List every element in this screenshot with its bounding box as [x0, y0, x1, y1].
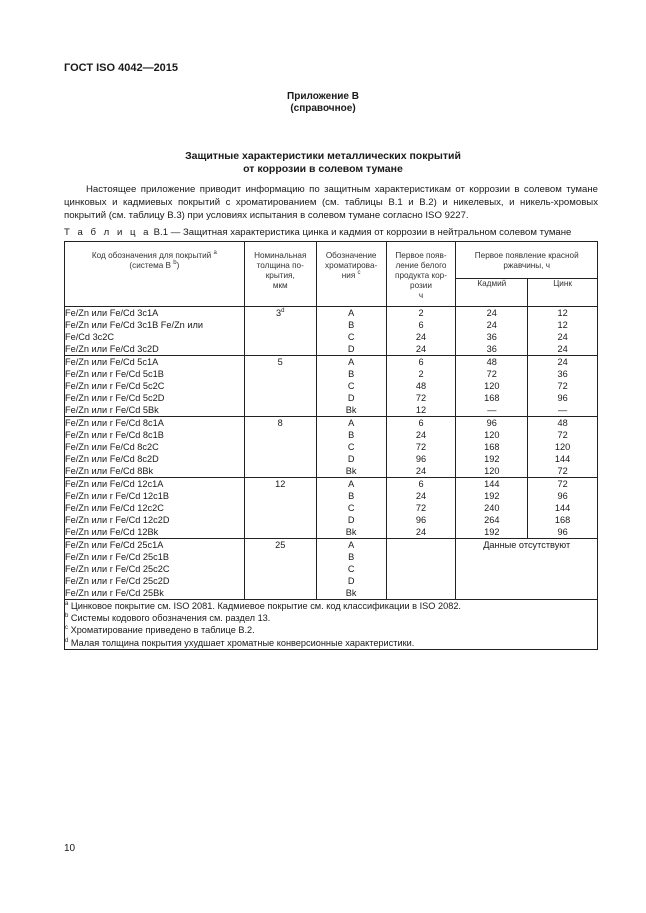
footnote-text: Малая толщина покрытия ухудшает хроматные конверсионные характеристики.	[70, 637, 415, 648]
no-data-text: Данные отсутствуют	[483, 540, 571, 550]
footnote-mark: a	[65, 601, 69, 607]
cadmium-red-rust-value: 192	[484, 491, 500, 501]
header-red-rust	[456, 242, 598, 279]
coating-code	[65, 307, 245, 356]
zinc-red-rust-value: 120	[554, 442, 571, 452]
coating-code-value: Fe/Zn или r Fe/Cd 8c1B	[65, 430, 164, 440]
chromating-value: B	[348, 552, 355, 562]
footnote-mark: b	[65, 613, 69, 620]
chromating-value: C	[347, 503, 355, 513]
table-row	[65, 539, 598, 600]
coating-code-value: Fe/Zn или r Fe/Cd 25Bk	[65, 588, 164, 598]
coating-code-value: Fe/Zn или Fe/Cd 3c2D	[65, 344, 159, 354]
cadmium-red-rust-value: 120	[484, 381, 500, 391]
footnote-text: Хроматирование приведено в таблице В.2.	[70, 625, 255, 636]
zinc-red-rust-value: 144	[554, 454, 571, 464]
chromating-value: B	[348, 430, 355, 440]
chromating-value: C	[347, 442, 355, 452]
zinc-red-rust-value: 72	[557, 479, 568, 489]
chromating-value: A	[348, 357, 355, 367]
zinc-red-rust-value: 72	[557, 466, 568, 476]
zinc-red-rust	[528, 356, 598, 417]
cadmium-red-rust-value: —	[487, 405, 497, 415]
chromating-value: Bk	[345, 588, 357, 598]
white-corrosion	[386, 307, 456, 356]
chromating-value: A	[348, 418, 355, 428]
thickness-cell	[244, 307, 316, 356]
coating-code-value: Fe/Cd 3c2C	[65, 332, 115, 342]
cadmium-red-rust-value: 36	[486, 332, 497, 342]
header-thickness	[244, 242, 316, 307]
zinc-red-rust-value: 24	[557, 344, 568, 354]
header-red-line: Первое появление красной	[474, 251, 579, 260]
white-corrosion-value: 2	[418, 308, 424, 318]
chromating-value: Bk	[345, 527, 357, 537]
header-cadmium: Кадмий	[456, 279, 528, 307]
document-id: ГОСТ ISO 4042—2015	[64, 62, 179, 74]
white-corrosion-value: 6	[418, 320, 424, 330]
header-chromating-line: хроматирова-	[325, 261, 378, 270]
table-row	[65, 417, 598, 478]
cadmium-red-rust-value: 120	[484, 466, 500, 476]
chromating-value: D	[347, 393, 355, 403]
chromating	[316, 539, 386, 600]
cadmium-red-rust-value: 72	[486, 369, 497, 379]
cadmium-red-rust-value: 144	[484, 479, 500, 489]
coating-code-value: Fe/Zn или Fe/Cd 12c1A	[65, 479, 164, 489]
zinc-red-rust-value: 36	[557, 369, 568, 379]
section-heading-line1: Защитные характеристики металлических покрытий	[185, 150, 461, 162]
table-notes	[65, 600, 598, 650]
coating-code-value: Fe/Zn или Fe/Cd 8Bk	[65, 466, 154, 476]
footnote	[65, 637, 597, 649]
coating-code-value: Fe/Zn или Fe/Cd 8c2C	[65, 442, 159, 452]
cadmium-red-rust	[456, 417, 528, 478]
footnote-text: Цинковое покрытие см. ISO 2081. Кадмиевое покрытие см. код классификации в ISO 2082.	[70, 601, 461, 611]
chromating-value: C	[347, 332, 355, 342]
cadmium-red-rust-value: 240	[484, 503, 500, 513]
table-caption-prefix: Т а б л и ц а	[64, 227, 151, 238]
table-body	[65, 307, 598, 600]
coating-code-value: Fe/Zn или r Fe/Cd 25c2C	[65, 564, 170, 574]
white-corrosion-value: 24	[415, 344, 427, 354]
white-corrosion	[386, 417, 456, 478]
zinc-red-rust-value: 144	[554, 503, 571, 513]
coating-code-value: Fe/Zn или r Fe/Cd 5c2C	[65, 381, 165, 391]
footnote-mark: c	[65, 625, 68, 632]
thickness-value: 5	[277, 357, 283, 367]
cadmium-red-rust-value: 120	[484, 430, 500, 440]
header-red-line: ржавчины, ч	[503, 261, 551, 270]
zinc-red-rust	[528, 417, 598, 478]
cadmium-red-rust	[456, 356, 528, 417]
zinc-red-rust-value: 72	[557, 430, 568, 440]
annex-title: Приложение В	[287, 91, 359, 102]
white-corrosion-value: 72	[415, 393, 427, 403]
coating-code-value: Fe/Zn или Fe/Cd 25c1A	[65, 540, 164, 550]
thickness-cell	[244, 417, 316, 478]
cadmium-red-rust-value: 168	[484, 442, 500, 452]
zinc-red-rust-value: 96	[557, 393, 568, 403]
thickness-cell	[244, 539, 316, 600]
header-white-line: ление белого	[395, 261, 447, 270]
table-row	[65, 478, 598, 539]
header-thickness-line: Номинальная	[254, 251, 307, 260]
chromating-value: A	[348, 479, 355, 489]
coating-code-value: Fe/Zn или r Fe/Cd 25c2D	[65, 576, 170, 586]
coating-code-value: Fe/Zn или r Fe/Cd 5Bk	[65, 405, 159, 415]
annex-subtitle: (справочное)	[290, 103, 356, 114]
zinc-red-rust-value: —	[558, 405, 568, 415]
cadmium-red-rust-value: 168	[484, 393, 500, 403]
coating-code-value: Fe/Zn или r Fe/Cd 25c1B	[65, 552, 169, 562]
chromating-value: D	[347, 454, 355, 464]
thickness-value: 3	[276, 308, 282, 318]
thickness-value: 25	[275, 540, 286, 550]
coating-code-value: Fe/Zn или Fe/Cd 3c1A	[65, 308, 159, 318]
header-code-label: Код обозначения для покрытий	[91, 251, 212, 260]
header-thickness-line: мкм	[272, 281, 288, 290]
thickness-value: 8	[277, 418, 283, 428]
header-white-line: розии	[410, 281, 432, 290]
zinc-red-rust-value: 48	[557, 418, 568, 428]
cadmium-red-rust-value: 24	[486, 320, 497, 330]
header-code	[65, 242, 245, 307]
white-corrosion-value: 72	[415, 442, 427, 452]
coating-code	[65, 478, 245, 539]
footnote-text: Системы кодового обозначения см. раздел 13.	[70, 613, 271, 624]
zinc-red-rust-value: 24	[557, 332, 568, 342]
page-number: 10	[64, 843, 76, 854]
footnote	[65, 612, 597, 624]
white-corrosion	[386, 478, 456, 539]
footnote-mark: c	[357, 270, 361, 276]
chromating-value: D	[347, 515, 355, 525]
chromating-value: B	[348, 491, 355, 501]
white-corrosion-value: 48	[415, 381, 427, 391]
coating-code-value: Fe/Zn или r Fe/Cd 5c1B	[65, 369, 164, 379]
white-corrosion-value: 24	[415, 491, 427, 501]
thickness-value: 12	[275, 479, 286, 489]
cadmium-red-rust-value: 36	[486, 344, 497, 354]
white-corrosion-value: 6	[418, 357, 424, 367]
chromating	[316, 417, 386, 478]
chromating-value: C	[347, 381, 355, 391]
coating-code-value: Fe/Zn или Fe/Cd 12Bk	[65, 527, 159, 537]
white-corrosion	[386, 539, 456, 600]
chromating-value: B	[348, 369, 355, 379]
footnote	[65, 600, 597, 612]
intro-paragraph: Настоящее приложение приводит информацию по защитным характеристикам от коррозии в солевом тумане цинковых и кадмиевых покрытий с хроматированием (см. таблицы В.1 и В.2) и никелевых, и никель-хромовых покрытий (см. таблицу В.3) при условиях испытания в солевом тумане согласно ISO 9227.	[64, 184, 598, 221]
footnote-mark: b	[173, 260, 177, 266]
coating-code-value: Fe/Zn или r Fe/Cd 8c1A	[65, 418, 164, 428]
section-heading-line2: от коррозии в солевом тумане	[243, 163, 403, 175]
chromating-value: Bk	[345, 466, 357, 476]
white-corrosion-value: 12	[415, 405, 427, 415]
white-corrosion-value: 6	[418, 479, 424, 489]
footnote-mark: a	[213, 250, 217, 256]
white-corrosion-value: 72	[415, 503, 427, 513]
zinc-red-rust-value: 12	[557, 308, 568, 318]
cadmium-red-rust	[456, 478, 528, 539]
header-white-corrosion	[386, 242, 456, 307]
cadmium-red-rust-value: 264	[484, 515, 500, 525]
cadmium-red-rust-value: 24	[486, 308, 497, 318]
header-white-line: ч	[418, 291, 424, 300]
header-chromating-line: ния	[341, 271, 356, 280]
header-code-system: (система В	[129, 261, 172, 270]
coating-code-value: Fe/Zn или Fe/Cd 8c2D	[65, 454, 159, 464]
header-thickness-line: толщина по-	[256, 261, 304, 270]
cadmium-red-rust-value: 96	[486, 418, 497, 428]
table-caption	[64, 227, 571, 238]
white-corrosion-value: 24	[415, 430, 427, 440]
table-row	[65, 356, 598, 417]
header-chromating	[316, 242, 386, 307]
chromating	[316, 307, 386, 356]
chromating-value: Bk	[345, 405, 357, 415]
no-data-cell	[456, 539, 598, 600]
header-thickness-line: крытия,	[265, 271, 295, 280]
chromating-value: D	[347, 344, 355, 354]
zinc-red-rust-value: 168	[554, 515, 571, 525]
chromating-value: B	[348, 320, 355, 330]
cadmium-red-rust	[456, 307, 528, 356]
zinc-red-rust-value: 12	[557, 320, 568, 330]
white-corrosion-value: 24	[415, 332, 427, 342]
header-zinc: Цинк	[528, 279, 598, 307]
zinc-red-rust	[528, 478, 598, 539]
coating-code-value: Fe/Zn или r Fe/Cd 5c2D	[65, 393, 165, 403]
zinc-red-rust-value: 72	[557, 381, 568, 391]
footnote-mark: d	[65, 637, 69, 644]
zinc-red-rust-value: 96	[557, 527, 568, 537]
header-white-line: Первое появ-	[395, 251, 447, 260]
coating-code	[65, 356, 245, 417]
thickness-cell	[244, 478, 316, 539]
white-corrosion-value: 96	[415, 454, 427, 464]
zinc-red-rust	[528, 307, 598, 356]
chromating-value: A	[348, 540, 355, 550]
coating-code	[65, 417, 245, 478]
corrosion-table	[64, 241, 598, 650]
footnote-mark: d	[281, 308, 285, 314]
header-white-line: продукта кор-	[395, 271, 447, 280]
chromating-value: D	[347, 576, 355, 586]
white-corrosion-value: 24	[415, 466, 427, 476]
chromating-value: C	[347, 564, 355, 574]
coating-code-value: Fe/Zn или Fe/Cd 5c1A	[65, 357, 159, 367]
cadmium-red-rust-value: 192	[484, 454, 500, 464]
coating-code	[65, 539, 245, 600]
header-chromating-line: Обозначение	[325, 251, 377, 260]
cadmium-red-rust-value: 48	[486, 357, 497, 367]
table-caption-text: В.1 — Защитная характеристика цинка и кадмия от коррозии в нейтральном солевом тумане	[153, 227, 572, 238]
white-corrosion	[386, 356, 456, 417]
footnote	[65, 624, 597, 636]
chromating	[316, 478, 386, 539]
coating-code-value: Fe/Zn или r Fe/Cd 12c1B	[65, 491, 169, 501]
white-corrosion-value: 6	[418, 418, 424, 428]
chromating	[316, 356, 386, 417]
table-row	[65, 307, 598, 356]
header-code-system-end: )	[176, 261, 180, 270]
thickness-cell	[244, 356, 316, 417]
chromating-value: A	[348, 308, 355, 318]
cadmium-red-rust-value: 192	[484, 527, 500, 537]
zinc-red-rust-value: 96	[557, 491, 568, 501]
coating-code-value: Fe/Zn или Fe/Cd 12c2C	[65, 503, 164, 513]
coating-code-value: Fe/Zn или r Fe/Cd 12c2D	[65, 515, 170, 525]
table-notes-row	[65, 600, 598, 650]
white-corrosion-value: 24	[415, 527, 427, 537]
white-corrosion-value: 96	[415, 515, 427, 525]
coating-code-value: Fe/Zn или Fe/Cd 3c1B Fe/Zn или	[65, 320, 203, 330]
zinc-red-rust-value: 24	[557, 357, 568, 367]
white-corrosion-value: 2	[418, 369, 424, 379]
